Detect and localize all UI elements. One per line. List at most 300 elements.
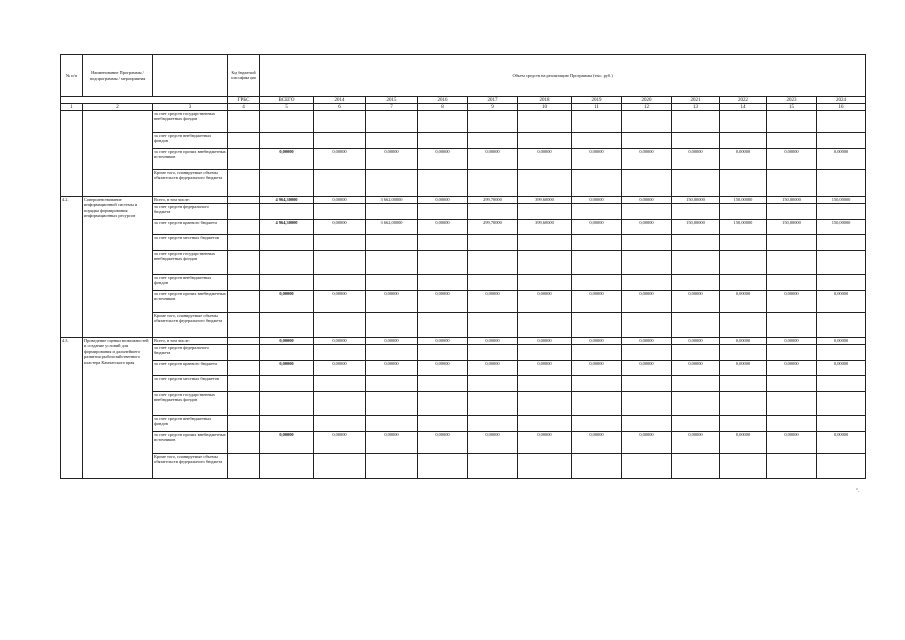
- column-number: 13: [672, 104, 720, 111]
- value-cell: [314, 251, 366, 275]
- table-row: [61, 170, 866, 197]
- value-cell: [518, 345, 572, 361]
- value-cell: 0,00000: [366, 338, 418, 345]
- value-cell: [468, 313, 518, 338]
- value-cell: [572, 235, 622, 251]
- value-cell: 0,00000: [518, 432, 572, 454]
- value-cell: 0,00000: [260, 291, 314, 313]
- value-cell: [672, 416, 720, 432]
- source-label: Кроме того, планируемые объемы обязательств федерального бюджета: [153, 313, 228, 338]
- value-cell: [767, 454, 817, 479]
- value-cell: [314, 416, 366, 432]
- column-number: 12: [622, 104, 672, 111]
- value-cell: [622, 235, 672, 251]
- value-cell: 0,00000: [622, 220, 672, 235]
- value-cell: [314, 235, 366, 251]
- value-cell: [817, 111, 866, 133]
- value-cell: [366, 133, 418, 149]
- value-cell: 0,00000: [468, 149, 518, 170]
- value-cell: [622, 392, 672, 416]
- column-number: 10: [518, 104, 572, 111]
- value-cell: 0,00000: [468, 361, 518, 376]
- value-cell: [572, 392, 622, 416]
- source-label: Всего, в том числе:: [153, 197, 228, 204]
- value-cell: 0,00000: [418, 291, 468, 313]
- value-cell: 0,00000: [817, 149, 866, 170]
- value-cell: [720, 170, 767, 197]
- column-number: 15: [767, 104, 817, 111]
- value-cell: 150,00000: [817, 197, 866, 204]
- value-cell: [767, 416, 817, 432]
- table-row: [61, 454, 866, 479]
- grbs-cell: [228, 170, 260, 197]
- header-year: 2014: [314, 97, 366, 104]
- value-cell: 150,00000: [767, 197, 817, 204]
- value-cell: [468, 376, 518, 392]
- value-cell: [314, 204, 366, 220]
- value-cell: [518, 313, 572, 338]
- value-cell: [767, 275, 817, 291]
- source-label: за счет средств внебюджетных фондов: [153, 275, 228, 291]
- value-cell: [260, 454, 314, 479]
- value-cell: [572, 251, 622, 275]
- value-cell: [572, 454, 622, 479]
- value-cell: 150,00000: [672, 220, 720, 235]
- value-cell: 0,00000: [260, 432, 314, 454]
- value-cell: [518, 251, 572, 275]
- source-label: за счет средств внебюджетных фондов: [153, 416, 228, 432]
- value-cell: 0,00000: [366, 149, 418, 170]
- value-cell: [518, 111, 572, 133]
- value-cell: [418, 133, 468, 149]
- value-cell: 0,00000: [572, 197, 622, 204]
- value-cell: [260, 376, 314, 392]
- grbs-cell: [228, 454, 260, 479]
- grbs-cell: [228, 197, 260, 204]
- table-row: [61, 361, 866, 376]
- value-cell: 4 964,30000: [260, 220, 314, 235]
- value-cell: [366, 204, 418, 220]
- value-cell: [418, 392, 468, 416]
- value-cell: [366, 170, 418, 197]
- source-label: Кроме того, планируемые объемы обязательств федерального бюджета: [153, 454, 228, 479]
- value-cell: [622, 133, 672, 149]
- value-cell: [260, 275, 314, 291]
- value-cell: [418, 416, 468, 432]
- table-row: [61, 313, 866, 338]
- value-cell: [418, 275, 468, 291]
- value-cell: [260, 111, 314, 133]
- header-year: 2016: [418, 97, 468, 104]
- value-cell: 399,60000: [518, 197, 572, 204]
- value-cell: [366, 376, 418, 392]
- value-cell: 0,00000: [767, 291, 817, 313]
- value-cell: [314, 275, 366, 291]
- value-cell: [622, 275, 672, 291]
- value-cell: 0,00000: [622, 361, 672, 376]
- item-name: Проведение оценки возможностей и создание условий для формирования и дальнейшего развития рыбохозяйственного кластера Камчатского края: [83, 338, 153, 479]
- value-cell: [418, 454, 468, 479]
- value-cell: 0,00000: [572, 291, 622, 313]
- value-cell: [622, 416, 672, 432]
- value-cell: 0,00000: [720, 338, 767, 345]
- value-cell: [622, 345, 672, 361]
- source-label: за счет средств государственных внебюджетных фондов: [153, 251, 228, 275]
- table-row: [61, 111, 866, 133]
- value-cell: 0,00000: [518, 361, 572, 376]
- value-cell: [817, 313, 866, 338]
- value-cell: 0,00000: [572, 149, 622, 170]
- value-cell: [518, 392, 572, 416]
- grbs-cell: [228, 361, 260, 376]
- value-cell: [314, 392, 366, 416]
- value-cell: [418, 204, 468, 220]
- value-cell: [720, 251, 767, 275]
- value-cell: [672, 275, 720, 291]
- value-cell: [366, 313, 418, 338]
- value-cell: [260, 133, 314, 149]
- value-cell: [314, 376, 366, 392]
- value-cell: 0,00000: [817, 338, 866, 345]
- value-cell: [817, 251, 866, 275]
- value-cell: [622, 313, 672, 338]
- value-cell: 0,00000: [366, 432, 418, 454]
- value-cell: [720, 313, 767, 338]
- value-cell: [672, 392, 720, 416]
- value-cell: [817, 235, 866, 251]
- column-number: 3: [153, 104, 228, 111]
- header-year: 2019: [572, 97, 622, 104]
- column-number: 9: [468, 104, 518, 111]
- value-cell: [767, 376, 817, 392]
- grbs-cell: [228, 275, 260, 291]
- column-number: 7: [366, 104, 418, 111]
- value-cell: [720, 392, 767, 416]
- table-row: [61, 251, 866, 275]
- source-label: за счет средств федерального бюджета: [153, 345, 228, 361]
- value-cell: [418, 345, 468, 361]
- value-cell: 0,00000: [767, 361, 817, 376]
- value-cell: [720, 416, 767, 432]
- header-year: 2020: [622, 97, 672, 104]
- table-row: [61, 149, 866, 170]
- table-row: [61, 345, 866, 361]
- value-cell: [767, 251, 817, 275]
- value-cell: [260, 416, 314, 432]
- value-cell: [767, 345, 817, 361]
- value-cell: 0,00000: [314, 432, 366, 454]
- name-cell: [83, 111, 153, 197]
- column-number: 1: [61, 104, 83, 111]
- table-row: [61, 291, 866, 313]
- value-cell: 0,00000: [418, 197, 468, 204]
- grbs-cell: [228, 416, 260, 432]
- value-cell: [672, 251, 720, 275]
- value-cell: 0,00000: [518, 291, 572, 313]
- header-year: 2015: [366, 97, 418, 104]
- value-cell: 0,00000: [260, 149, 314, 170]
- value-cell: [572, 345, 622, 361]
- value-cell: [817, 170, 866, 197]
- value-cell: [767, 235, 817, 251]
- value-cell: [468, 392, 518, 416]
- value-cell: 0,00000: [622, 197, 672, 204]
- grbs-cell: [228, 392, 260, 416]
- grbs-cell: [228, 149, 260, 170]
- value-cell: [767, 133, 817, 149]
- value-cell: [518, 133, 572, 149]
- value-cell: [622, 111, 672, 133]
- value-cell: 0,00000: [572, 361, 622, 376]
- value-cell: [366, 251, 418, 275]
- grbs-cell: [228, 291, 260, 313]
- value-cell: [314, 111, 366, 133]
- value-cell: [260, 251, 314, 275]
- value-cell: [314, 313, 366, 338]
- value-cell: [720, 376, 767, 392]
- source-label: за счет средств местных бюджетов: [153, 235, 228, 251]
- value-cell: [518, 170, 572, 197]
- source-label: за счет средств прочих внебюджетных источников: [153, 432, 228, 454]
- value-cell: [817, 376, 866, 392]
- source-label: за счет средств краевого бюджета: [153, 220, 228, 235]
- value-cell: [767, 204, 817, 220]
- header-year: 2024: [817, 97, 866, 104]
- value-cell: [518, 275, 572, 291]
- value-cell: [720, 133, 767, 149]
- value-cell: 0,00000: [572, 338, 622, 345]
- value-cell: 0,00000: [817, 291, 866, 313]
- column-number: 2: [83, 104, 153, 111]
- header-grbs: ГРБС: [228, 97, 260, 104]
- value-cell: 0,00000: [720, 361, 767, 376]
- table-row: [61, 204, 866, 220]
- source-label: за счет средств местных бюджетов: [153, 376, 228, 392]
- value-cell: 0,00000: [622, 432, 672, 454]
- value-cell: [672, 170, 720, 197]
- grbs-cell: [228, 111, 260, 133]
- budget-table: [60, 54, 866, 479]
- grbs-cell: [228, 338, 260, 345]
- value-cell: 0,00000: [468, 432, 518, 454]
- value-cell: 0,00000: [260, 361, 314, 376]
- value-cell: [260, 235, 314, 251]
- year-row: [61, 97, 866, 104]
- source-label: за счет средств прочих внебюджетных источников: [153, 149, 228, 170]
- value-cell: [622, 204, 672, 220]
- header-name: Наименование Программы / подпрограммы / мероприятия: [83, 55, 153, 97]
- value-cell: [366, 345, 418, 361]
- value-cell: [366, 392, 418, 416]
- value-cell: 299,70000: [468, 220, 518, 235]
- value-cell: [767, 313, 817, 338]
- value-cell: 0,00000: [767, 338, 817, 345]
- header-year: 2023: [767, 97, 817, 104]
- value-cell: 150,00000: [767, 220, 817, 235]
- value-cell: 0,00000: [767, 149, 817, 170]
- value-cell: 0,00000: [720, 149, 767, 170]
- value-cell: 0,00000: [672, 432, 720, 454]
- value-cell: 0,00000: [720, 291, 767, 313]
- value-cell: [468, 416, 518, 432]
- value-cell: 0,00000: [314, 149, 366, 170]
- value-cell: [418, 170, 468, 197]
- value-cell: [468, 251, 518, 275]
- value-cell: [720, 111, 767, 133]
- value-cell: [572, 416, 622, 432]
- value-cell: [720, 204, 767, 220]
- value-cell: [622, 454, 672, 479]
- value-cell: 0,00000: [817, 361, 866, 376]
- value-cell: [817, 275, 866, 291]
- value-cell: 150,00000: [720, 220, 767, 235]
- column-number: 14: [720, 104, 767, 111]
- table-row: [61, 432, 866, 454]
- value-cell: [260, 392, 314, 416]
- value-cell: [572, 275, 622, 291]
- table-row: [61, 392, 866, 416]
- value-cell: [767, 170, 817, 197]
- value-cell: [622, 170, 672, 197]
- value-cell: [418, 235, 468, 251]
- value-cell: [518, 416, 572, 432]
- value-cell: 0,00000: [314, 220, 366, 235]
- value-cell: [572, 376, 622, 392]
- no-cell: [61, 111, 83, 197]
- value-cell: 0,00000: [622, 149, 672, 170]
- value-cell: [314, 133, 366, 149]
- value-cell: [817, 204, 866, 220]
- table-row: [61, 197, 866, 204]
- value-cell: [468, 345, 518, 361]
- value-cell: [817, 133, 866, 149]
- value-cell: [366, 235, 418, 251]
- header-code: Код бюджетной классифика ции: [228, 55, 260, 97]
- value-cell: [672, 235, 720, 251]
- item-number: 4.2.: [61, 197, 83, 338]
- value-cell: [314, 454, 366, 479]
- source-label: за счет средств внебюджетных фондов: [153, 133, 228, 149]
- grbs-cell: [228, 204, 260, 220]
- value-cell: [518, 454, 572, 479]
- value-cell: [572, 111, 622, 133]
- source-label: за счет средств краевого бюджета: [153, 361, 228, 376]
- value-cell: [468, 133, 518, 149]
- value-cell: [572, 204, 622, 220]
- value-cell: [418, 376, 468, 392]
- value-cell: [767, 392, 817, 416]
- value-cell: 150,00000: [672, 197, 720, 204]
- header-year: 2021: [672, 97, 720, 104]
- value-cell: [720, 235, 767, 251]
- value-cell: [314, 345, 366, 361]
- header-year: 2017: [468, 97, 518, 104]
- value-cell: 0,00000: [720, 432, 767, 454]
- value-cell: [518, 235, 572, 251]
- value-cell: [572, 170, 622, 197]
- header-total: ВСЕГО: [260, 97, 314, 104]
- value-cell: 0,00000: [260, 338, 314, 345]
- value-cell: [518, 204, 572, 220]
- value-cell: 399,60000: [518, 220, 572, 235]
- header-year: 2018: [518, 97, 572, 104]
- value-cell: 0,00000: [518, 149, 572, 170]
- value-cell: 0,00000: [572, 220, 622, 235]
- value-cell: 0,00000: [418, 361, 468, 376]
- value-cell: [672, 313, 720, 338]
- grbs-cell: [228, 133, 260, 149]
- value-cell: 4 964,30000: [260, 197, 314, 204]
- grbs-cell: [228, 220, 260, 235]
- grbs-cell: [228, 432, 260, 454]
- column-number: 8: [418, 104, 468, 111]
- table-row: [61, 416, 866, 432]
- value-cell: 0,00000: [314, 197, 366, 204]
- column-number: 4: [228, 104, 260, 111]
- value-cell: [260, 204, 314, 220]
- value-cell: 0,00000: [366, 291, 418, 313]
- item-number: 4.3.: [61, 338, 83, 479]
- value-cell: [672, 133, 720, 149]
- value-cell: 150,00000: [817, 220, 866, 235]
- value-cell: 0,00000: [468, 338, 518, 345]
- value-cell: [672, 345, 720, 361]
- value-cell: [672, 454, 720, 479]
- value-cell: [468, 235, 518, 251]
- value-cell: 0,00000: [672, 149, 720, 170]
- value-cell: [260, 170, 314, 197]
- value-cell: [622, 376, 672, 392]
- value-cell: [366, 275, 418, 291]
- grbs-cell: [228, 235, 260, 251]
- column-number: 6: [314, 104, 366, 111]
- value-cell: [366, 454, 418, 479]
- table-row: [61, 235, 866, 251]
- value-cell: 0,00000: [622, 291, 672, 313]
- value-cell: 150,00000: [720, 197, 767, 204]
- table-row: [61, 338, 866, 345]
- value-cell: [767, 111, 817, 133]
- source-label: за счет средств прочих внебюджетных источников: [153, 291, 228, 313]
- value-cell: [418, 251, 468, 275]
- grbs-cell: [228, 345, 260, 361]
- value-cell: 299,70000: [468, 197, 518, 204]
- page-mark: ".: [856, 489, 860, 494]
- value-cell: [260, 313, 314, 338]
- value-cell: 0,00000: [418, 220, 468, 235]
- header-volume: Объем средств на реализацию Программы (тыс. руб.): [260, 55, 866, 97]
- year-row-blank: [61, 97, 228, 104]
- value-cell: [720, 345, 767, 361]
- value-cell: 0,00000: [418, 432, 468, 454]
- value-cell: 0,00000: [622, 338, 672, 345]
- value-cell: 3 662,00000: [366, 220, 418, 235]
- value-cell: [366, 111, 418, 133]
- value-cell: [817, 454, 866, 479]
- value-cell: [468, 454, 518, 479]
- column-number: 11: [572, 104, 622, 111]
- column-number-row: [61, 104, 866, 111]
- value-cell: [314, 170, 366, 197]
- value-cell: 0,00000: [672, 291, 720, 313]
- value-cell: [572, 133, 622, 149]
- header-no: № п/п: [61, 55, 83, 97]
- value-cell: [672, 111, 720, 133]
- source-label: Кроме того, планируемые объемы обязательств федерального бюджета: [153, 170, 228, 197]
- table-row: [61, 220, 866, 235]
- value-cell: [672, 376, 720, 392]
- value-cell: [720, 275, 767, 291]
